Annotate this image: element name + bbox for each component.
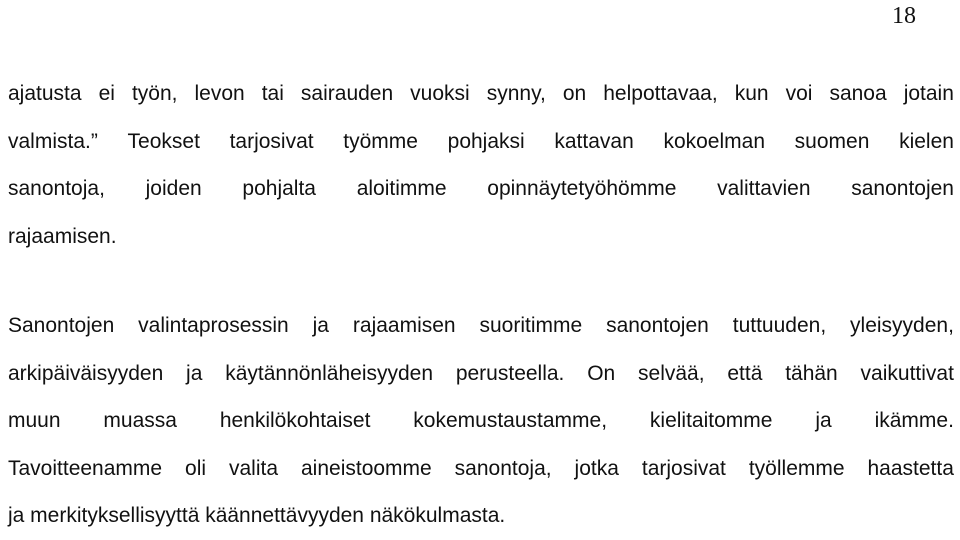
text-line: Sanontojen valintaprosessin ja rajaamisen suoritimme sanontojen tuttuuden, yleisyyden,	[8, 314, 954, 337]
text-line: Tavoitteenamme oli valita aineistoomme sanontoja, jotka tarjosivat työllemme haastetta	[8, 456, 954, 480]
text-line: arkipäiväisyyden ja käytännönläheisyyden perusteella. On selvää, että tähän vaikuttivat	[8, 361, 954, 385]
text-line: rajaamisen.	[8, 224, 117, 248]
text-line: valmista.” Teokset tarjosivat työmme pohjaksi kattavan kokoelman suomen kielen	[8, 129, 954, 153]
paragraph-1	[8, 70, 954, 260]
text-line: ja merkityksellisyyttä käännettävyyden näkökulmasta.	[8, 504, 506, 527]
page-number: 18	[892, 3, 916, 29]
text-line: muun muassa henkilökohtaiset kokemustaustamme, kielitaitomme ja ikämme.	[8, 409, 954, 432]
text-line: sanontoja, joiden pohjalta aloitimme opinnäytetyöhömme valittavien sanontojen	[8, 177, 954, 200]
paragraph-2	[8, 302, 954, 540]
text-line: ajatusta ei työn, levon tai sairauden vuoksi synny, on helpottavaa, kun voi sanoa jotain	[8, 82, 954, 105]
